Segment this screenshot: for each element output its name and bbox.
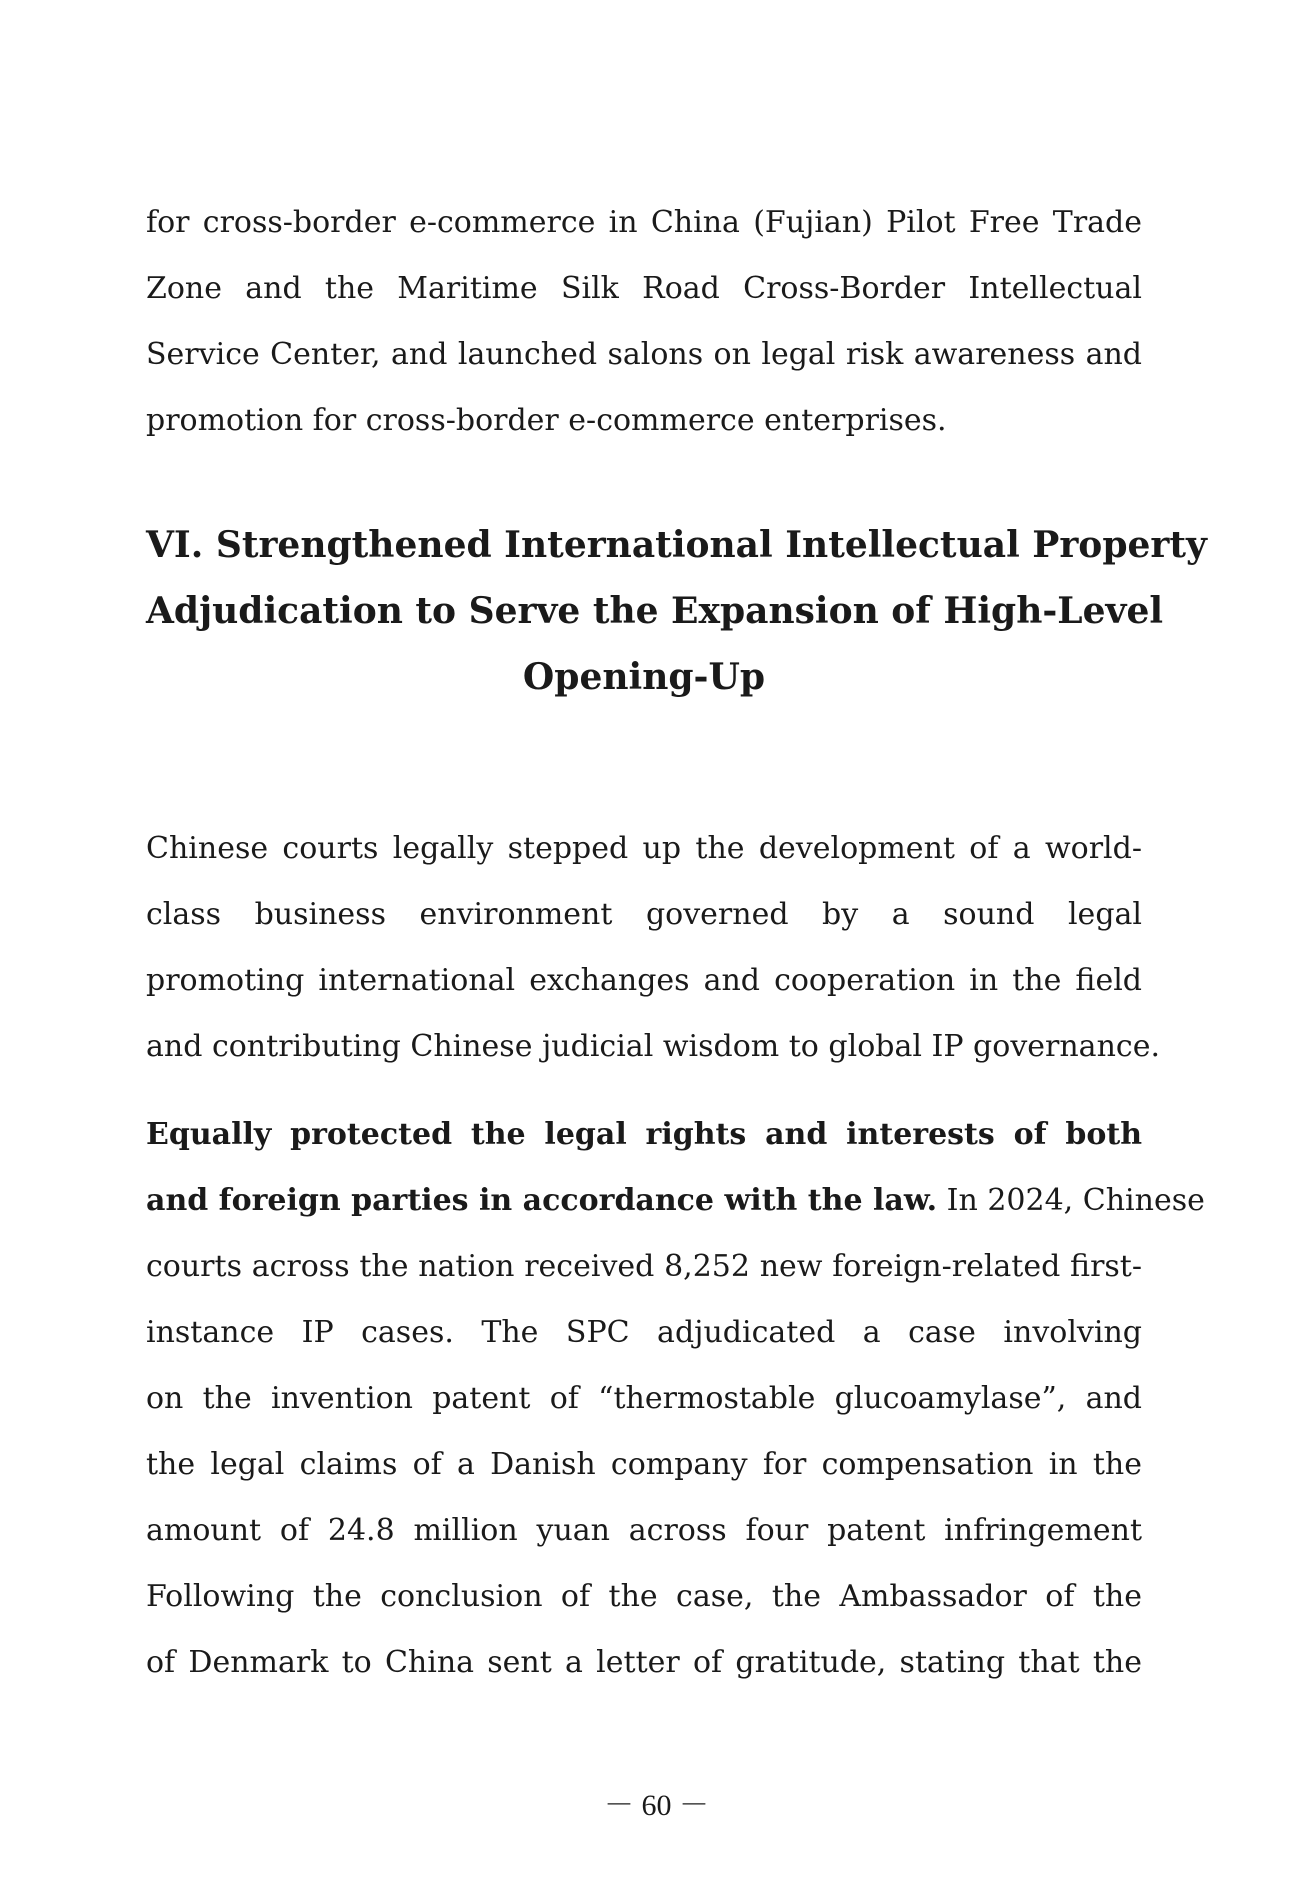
intro-line: for cross-border e-commerce in China (Fujian) Pilot Free Trade [146,205,1142,240]
paragraph-1 [146,816,1160,1080]
paragraph-1-line: class business environment governed by a sound legal [146,897,1142,932]
paragraph-2-line: on the invention patent of “thermostable glucoamylase”, and [146,1381,1142,1416]
paragraph-2-line: amount of 24.8 million yuan across four patent infringement [146,1513,1142,1548]
paragraph-1-line: Chinese courts legally stepped up the development of a world- [146,831,1142,866]
paragraph-1-line: and contributing Chinese judicial wisdom to global IP governance. [146,1029,1160,1064]
section-heading-line: VI. Strengthened International Intellectual Property [146,524,1207,566]
paragraph-2 [146,1102,1205,1696]
paragraph-2-line: Following the conclusion of the case, the Ambassador of the [146,1579,1142,1614]
paragraph-2-line: the legal claims of a Danish company for compensation in the [146,1447,1142,1482]
document-page [146,190,1207,1696]
paragraph-2-mixed-line [146,1168,1205,1234]
section-heading [146,512,1207,710]
paragraph-2-line: instance IP cases. The SPC adjudicated a case involving [146,1315,1142,1350]
intro-line: promotion for cross-border e-commerce enterprises. [146,403,947,438]
intro-paragraph [146,190,1142,454]
paragraph-2-line-rest: In 2024, Chinese [937,1183,1205,1218]
section-heading-line: Adjudication to Serve the Expansion of High-Level [146,590,1164,632]
paragraph-2-line: courts across the nation received 8,252 new foreign-related first- [146,1249,1142,1284]
intro-line: Service Center, and launched salons on legal risk awareness and [146,337,1142,372]
paragraph-2-bold-lead-end: and foreign parties in accordance with the law. [146,1183,938,1218]
paragraph-2-bold-lead: Equally protected the legal rights and interests of both [146,1117,1142,1152]
section-heading-line: Opening-Up [522,656,766,698]
intro-line: Zone and the Maritime Silk Road Cross-Border Intellectual [146,271,1142,306]
paragraph-2-line: of Denmark to China sent a letter of gratitude, stating that the [146,1645,1142,1680]
page-number: － 60 － [604,1789,709,1822]
paragraph-1-line: promoting international exchanges and cooperation in the field [146,963,1142,998]
